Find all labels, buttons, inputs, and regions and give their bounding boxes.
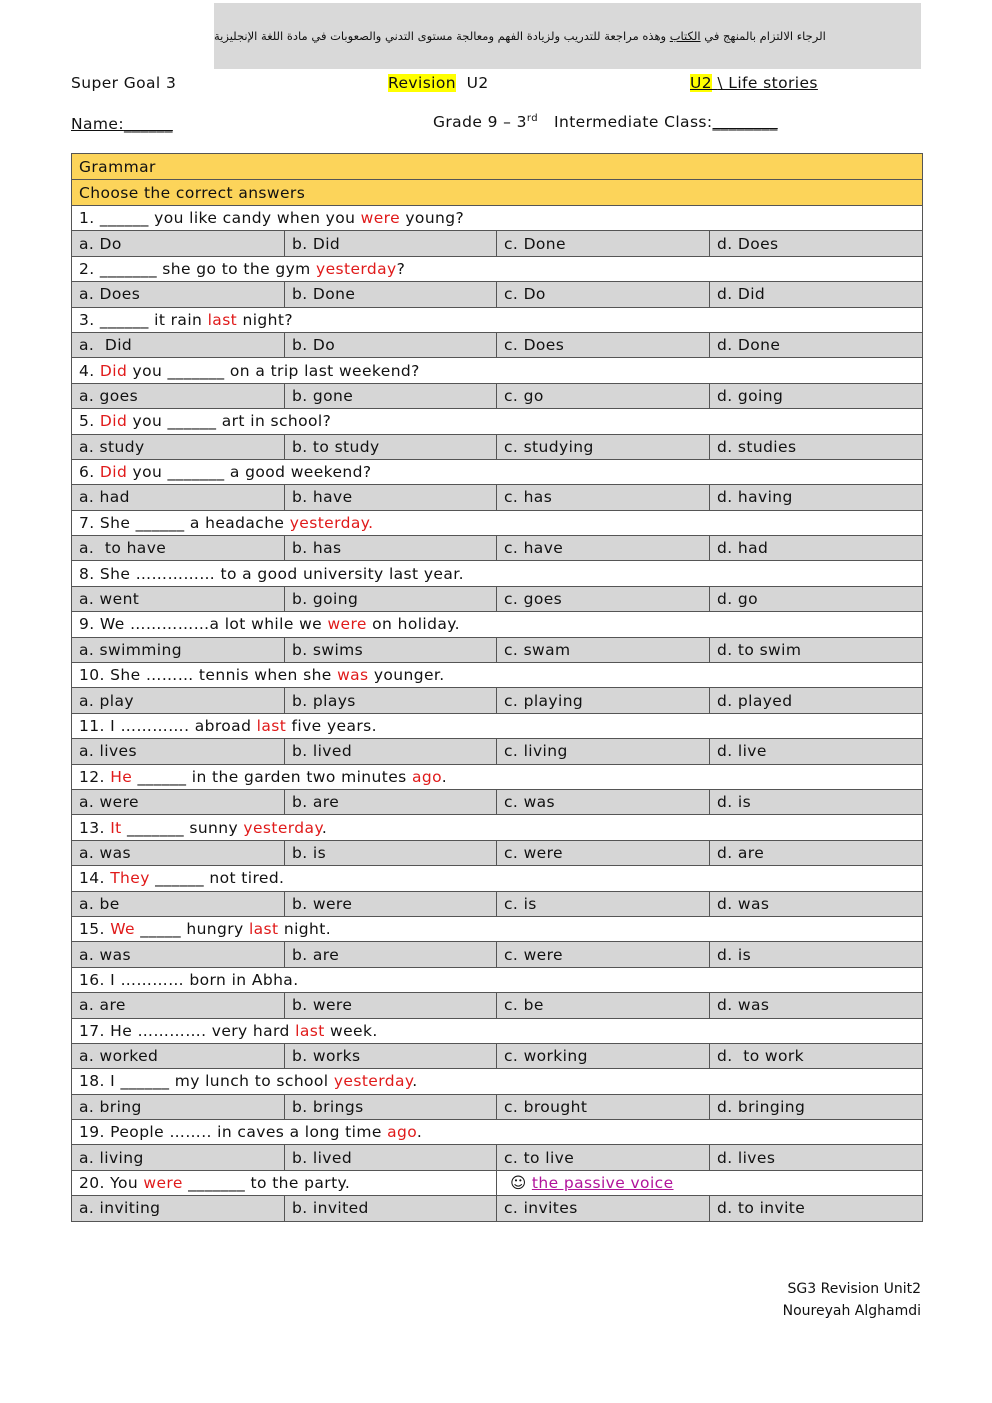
question-text xyxy=(72,764,923,789)
question-fragment: . xyxy=(321,818,328,837)
answer-option[interactable]: b. invited xyxy=(285,1196,497,1221)
question-row xyxy=(72,459,923,484)
answer-row xyxy=(72,993,923,1018)
answer-option[interactable]: d. studies xyxy=(710,434,923,459)
answer-option[interactable]: b. Do xyxy=(285,332,497,357)
book-title: Super Goal 3 xyxy=(71,74,177,92)
question-text xyxy=(72,561,923,586)
question-text xyxy=(72,358,923,383)
question-keyword: last xyxy=(248,920,279,939)
question-keyword: was xyxy=(337,666,369,685)
answer-option[interactable]: b. were xyxy=(285,993,497,1018)
question-row xyxy=(72,1170,923,1195)
question-fragment: . xyxy=(416,1123,423,1142)
answer-option[interactable]: d. are xyxy=(710,840,923,865)
name-field xyxy=(71,115,173,133)
question-keyword: yesterday xyxy=(243,818,322,837)
answer-option[interactable]: d. live xyxy=(710,739,923,764)
question-fragment: five years. xyxy=(286,717,377,735)
question-keyword: Did xyxy=(99,463,128,482)
grade-text: Grade 9 – 3 xyxy=(433,113,527,132)
question-keyword: were xyxy=(143,1174,183,1193)
question-fragment: _______ to the party. xyxy=(182,1174,351,1193)
answer-option[interactable]: a. lives xyxy=(72,739,285,764)
arabic-instruction-banner xyxy=(214,3,921,69)
question-keyword: yesterday xyxy=(316,259,397,278)
question-fragment: 2. _______ she go to the gym xyxy=(79,259,316,278)
answer-option[interactable]: b. plays xyxy=(285,688,497,713)
class-blank: ________ xyxy=(712,113,778,132)
answer-option[interactable]: d. having xyxy=(710,485,923,510)
answer-option[interactable]: b. to study xyxy=(285,434,497,459)
question-fragment: week. xyxy=(324,1021,378,1040)
grade-superscript: rd xyxy=(526,113,539,124)
answer-option[interactable]: c. brought xyxy=(497,1094,710,1119)
answer-option[interactable]: b. are xyxy=(285,942,497,967)
answer-option[interactable]: c. Done xyxy=(497,231,710,256)
answer-option[interactable]: c. Do xyxy=(497,282,710,307)
question-row xyxy=(72,663,923,688)
question-keyword: last xyxy=(207,310,238,329)
question-fragment: 7. She ______ a headache xyxy=(79,513,290,532)
grammar-question-table xyxy=(71,153,923,1222)
question-row xyxy=(72,866,923,891)
answer-row xyxy=(72,282,923,307)
question-text xyxy=(72,1170,497,1195)
answer-row xyxy=(72,891,923,916)
answer-option[interactable]: d. was xyxy=(710,993,923,1018)
answer-row xyxy=(72,637,923,662)
question-fragment: 16. I ………… born in Abha. xyxy=(79,970,299,989)
answer-option[interactable]: b. is xyxy=(285,840,497,865)
question-text xyxy=(72,256,923,281)
question-keyword: ago xyxy=(411,767,442,786)
footer-course-line: SG3 Revision Unit2 xyxy=(787,1281,921,1297)
answer-option[interactable]: d. was xyxy=(710,891,923,916)
question-text xyxy=(72,866,923,891)
answer-row xyxy=(72,1043,923,1068)
grade-class-field xyxy=(433,113,778,131)
answer-option[interactable]: c. goes xyxy=(497,586,710,611)
answer-row xyxy=(72,1196,923,1221)
question-row xyxy=(72,916,923,941)
answer-row xyxy=(72,942,923,967)
answer-option[interactable]: d. had xyxy=(710,536,923,561)
answer-option[interactable]: d. to work xyxy=(710,1043,923,1068)
question-row xyxy=(72,1120,923,1145)
answer-row xyxy=(72,485,923,510)
class-label: Intermediate Class: xyxy=(554,113,713,132)
answer-option[interactable]: a. Does xyxy=(72,282,285,307)
answer-row xyxy=(72,840,923,865)
answer-option[interactable]: d. played xyxy=(710,688,923,713)
answer-option[interactable]: c. swam xyxy=(497,637,710,662)
question-fragment: . xyxy=(441,767,448,786)
answer-option[interactable]: d. is xyxy=(710,942,923,967)
answer-option[interactable]: a. were xyxy=(72,789,285,814)
question-table-body xyxy=(72,154,923,1222)
answer-option[interactable]: a. was xyxy=(72,840,285,865)
question-row xyxy=(72,713,923,738)
answer-option[interactable]: c. was xyxy=(497,789,710,814)
answer-row xyxy=(72,383,923,408)
smiley-icon: ☺ xyxy=(510,1174,527,1193)
question-keyword: ago xyxy=(387,1123,417,1142)
answer-option[interactable]: a. Did xyxy=(72,332,285,357)
question-keyword: We xyxy=(110,920,135,939)
answer-row xyxy=(72,434,923,459)
question-row xyxy=(72,256,923,281)
question-fragment: _______ sunny xyxy=(121,818,244,837)
section-title-row xyxy=(72,154,923,180)
question-text xyxy=(72,510,923,535)
question-fragment: on holiday. xyxy=(366,615,460,634)
answer-option[interactable]: a. inviting xyxy=(72,1196,285,1221)
answer-option[interactable]: c. has xyxy=(497,485,710,510)
answer-row xyxy=(72,1145,923,1170)
section-title: Grammar xyxy=(72,154,923,180)
answer-option[interactable]: d. Does xyxy=(710,231,923,256)
banner-underlined-word: الكتاب xyxy=(669,29,701,43)
answer-option[interactable]: a. be xyxy=(72,891,285,916)
answer-option[interactable]: b. are xyxy=(285,789,497,814)
answer-row xyxy=(72,739,923,764)
name-label: Name: xyxy=(71,115,124,133)
answer-option[interactable]: c. have xyxy=(497,536,710,561)
question-row xyxy=(72,967,923,992)
answer-option[interactable]: c. were xyxy=(497,840,710,865)
question-fragment: 8. She …………… to a good university last year. xyxy=(79,564,464,583)
answer-option[interactable]: b. Did xyxy=(285,231,497,256)
answer-option[interactable]: d. to invite xyxy=(710,1196,923,1221)
question-fragment: 18. I ______ my lunch to school xyxy=(79,1072,334,1091)
question-fragment: 12. xyxy=(79,767,111,786)
answer-option[interactable]: a. study xyxy=(72,434,285,459)
question-keyword: They xyxy=(110,869,150,888)
section-instruction-row xyxy=(72,180,923,206)
question-fragment: 11. I …………. abroad xyxy=(79,717,257,735)
question-text xyxy=(72,459,923,484)
question-row xyxy=(72,764,923,789)
answer-row xyxy=(72,789,923,814)
question-row xyxy=(72,358,923,383)
question-fragment: 17. He …………. very hard xyxy=(79,1021,296,1040)
answer-option[interactable]: d. is xyxy=(710,789,923,814)
question-keyword: yesterday. xyxy=(289,513,374,532)
answer-option[interactable]: b. lived xyxy=(285,739,497,764)
answer-option[interactable]: d. Done xyxy=(710,332,923,357)
question-text xyxy=(72,307,923,332)
question-fragment: _____ hungry xyxy=(134,920,249,939)
answer-option[interactable]: b. going xyxy=(285,586,497,611)
question-row xyxy=(72,206,923,231)
question-fragment: 19. People …….. in caves a long time xyxy=(79,1123,388,1142)
answer-option[interactable]: a. had xyxy=(72,485,285,510)
question-fragment: ______ not tired. xyxy=(149,869,285,888)
answer-option[interactable]: c. go xyxy=(497,383,710,408)
answer-option[interactable]: a. play xyxy=(72,688,285,713)
question-fragment: 10. She ……… tennis when she xyxy=(79,666,338,685)
footer-author: Noureyah Alghamdi xyxy=(782,1303,921,1319)
answer-option[interactable]: b. have xyxy=(285,485,497,510)
question-fragment: 6. xyxy=(79,463,100,482)
answer-option[interactable]: a. goes xyxy=(72,383,285,408)
question-text xyxy=(72,967,923,992)
question-fragment: . xyxy=(412,1072,418,1091)
answer-option[interactable]: a. was xyxy=(72,942,285,967)
question-row xyxy=(72,307,923,332)
question-fragment: you _______ on a trip last weekend? xyxy=(127,361,420,380)
answer-option[interactable]: b. Done xyxy=(285,282,497,307)
question-text xyxy=(72,206,923,231)
question-fragment: 5. xyxy=(79,412,100,431)
question-row xyxy=(72,1069,923,1094)
question-fragment: 13. xyxy=(79,818,111,837)
answer-option[interactable]: b. works xyxy=(285,1043,497,1068)
question-fragment: 20. You xyxy=(79,1174,144,1193)
answer-option[interactable]: c. invites xyxy=(497,1196,710,1221)
question-keyword: It xyxy=(110,818,122,837)
question-text xyxy=(72,815,923,840)
answer-option[interactable]: c. Does xyxy=(497,332,710,357)
answer-option[interactable]: a. swimming xyxy=(72,637,285,662)
answer-row xyxy=(72,688,923,713)
section-instruction: Choose the correct answers xyxy=(72,180,923,206)
question-fragment: you _______ a good weekend? xyxy=(127,463,372,482)
question-text xyxy=(72,1069,923,1094)
question-fragment: 14. xyxy=(79,869,111,888)
revision-unit: U2 xyxy=(466,74,489,92)
question-text xyxy=(72,916,923,941)
answer-option[interactable]: d. bringing xyxy=(710,1094,923,1119)
unit-title: \ Life stories xyxy=(717,74,818,92)
question-fragment: 1. ______ you like candy when you xyxy=(79,209,361,228)
question-keyword: were xyxy=(360,209,401,228)
answer-option[interactable]: b. has xyxy=(285,536,497,561)
question-fragment: you ______ art in school? xyxy=(127,412,332,431)
question-fragment: 4. xyxy=(79,361,100,380)
answer-option[interactable]: d. go xyxy=(710,586,923,611)
answer-option[interactable]: b. were xyxy=(285,891,497,916)
question-text xyxy=(72,409,923,434)
question-row xyxy=(72,815,923,840)
question-fragment: ______ in the garden two minutes xyxy=(132,767,412,786)
answer-row xyxy=(72,586,923,611)
answer-option[interactable]: a. Do xyxy=(72,231,285,256)
question-keyword: were xyxy=(327,615,367,634)
question-fragment: night. xyxy=(278,920,332,939)
answer-option[interactable]: b. lived xyxy=(285,1145,497,1170)
question-keyword: He xyxy=(110,767,133,786)
question-row xyxy=(72,409,923,434)
answer-option[interactable]: b. gone xyxy=(285,383,497,408)
answer-row xyxy=(72,1094,923,1119)
answer-option[interactable]: a. bring xyxy=(72,1094,285,1119)
answer-row xyxy=(72,536,923,561)
answer-option[interactable]: c. be xyxy=(497,993,710,1018)
answer-option[interactable]: c. working xyxy=(497,1043,710,1068)
question-fragment: night? xyxy=(237,310,293,329)
answer-option[interactable]: a. living xyxy=(72,1145,285,1170)
unit-code: U2 xyxy=(690,74,713,92)
question-fragment: 9. We ……………a lot while we xyxy=(79,615,328,634)
answer-option[interactable]: c. playing xyxy=(497,688,710,713)
passive-voice-link[interactable]: the passive voice xyxy=(531,1174,674,1193)
question-text xyxy=(72,1018,923,1043)
answer-option[interactable]: b. brings xyxy=(285,1094,497,1119)
name-blank: ______ xyxy=(123,115,173,133)
question-text xyxy=(72,612,923,637)
question-row xyxy=(72,510,923,535)
answer-option[interactable]: a. worked xyxy=(72,1043,285,1068)
answer-row xyxy=(72,332,923,357)
banner-text: الرجاء الالتزام بالمنهج في الكتاب وهذه مراجعة للتدريب ولزيادة الفهم ومعالجة مستوى التدني والصعوبات في مادة اللغة الإنجليزية xyxy=(214,29,826,43)
unit-heading xyxy=(690,74,818,92)
answer-option[interactable]: c. living xyxy=(497,739,710,764)
answer-option[interactable]: a. to have xyxy=(72,536,285,561)
answer-option[interactable]: c. is xyxy=(497,891,710,916)
answer-option[interactable]: c. to live xyxy=(497,1145,710,1170)
question-fragment: ? xyxy=(396,259,406,278)
question-text xyxy=(72,713,923,738)
answer-option[interactable]: c. were xyxy=(497,942,710,967)
answer-option[interactable]: d. lives xyxy=(710,1145,923,1170)
question-text xyxy=(72,1120,923,1145)
question-text xyxy=(72,663,923,688)
question-keyword: Did xyxy=(99,412,128,431)
answer-option[interactable]: a. are xyxy=(72,993,285,1018)
revision-heading xyxy=(388,74,489,92)
question-keyword: yesterday xyxy=(333,1072,413,1091)
question-fragment: younger. xyxy=(368,666,445,685)
question-fragment: 3. ______ it rain xyxy=(79,310,208,329)
question-row xyxy=(72,1018,923,1043)
answer-option[interactable]: a. went xyxy=(72,586,285,611)
question-fragment: 15. xyxy=(79,920,111,939)
question-row xyxy=(72,561,923,586)
answer-option[interactable]: b. swims xyxy=(285,637,497,662)
question-row xyxy=(72,612,923,637)
revision-label: Revision xyxy=(388,74,456,92)
question-keyword: last xyxy=(295,1021,325,1040)
answer-option[interactable]: c. studying xyxy=(497,434,710,459)
question-fragment: young? xyxy=(400,209,465,228)
question-keyword: Did xyxy=(99,361,128,380)
question-note xyxy=(497,1170,923,1195)
question-keyword: last xyxy=(256,717,287,735)
answer-option[interactable]: d. to swim xyxy=(710,637,923,662)
answer-option[interactable]: d. going xyxy=(710,383,923,408)
answer-option[interactable]: d. Did xyxy=(710,282,923,307)
answer-row xyxy=(72,231,923,256)
